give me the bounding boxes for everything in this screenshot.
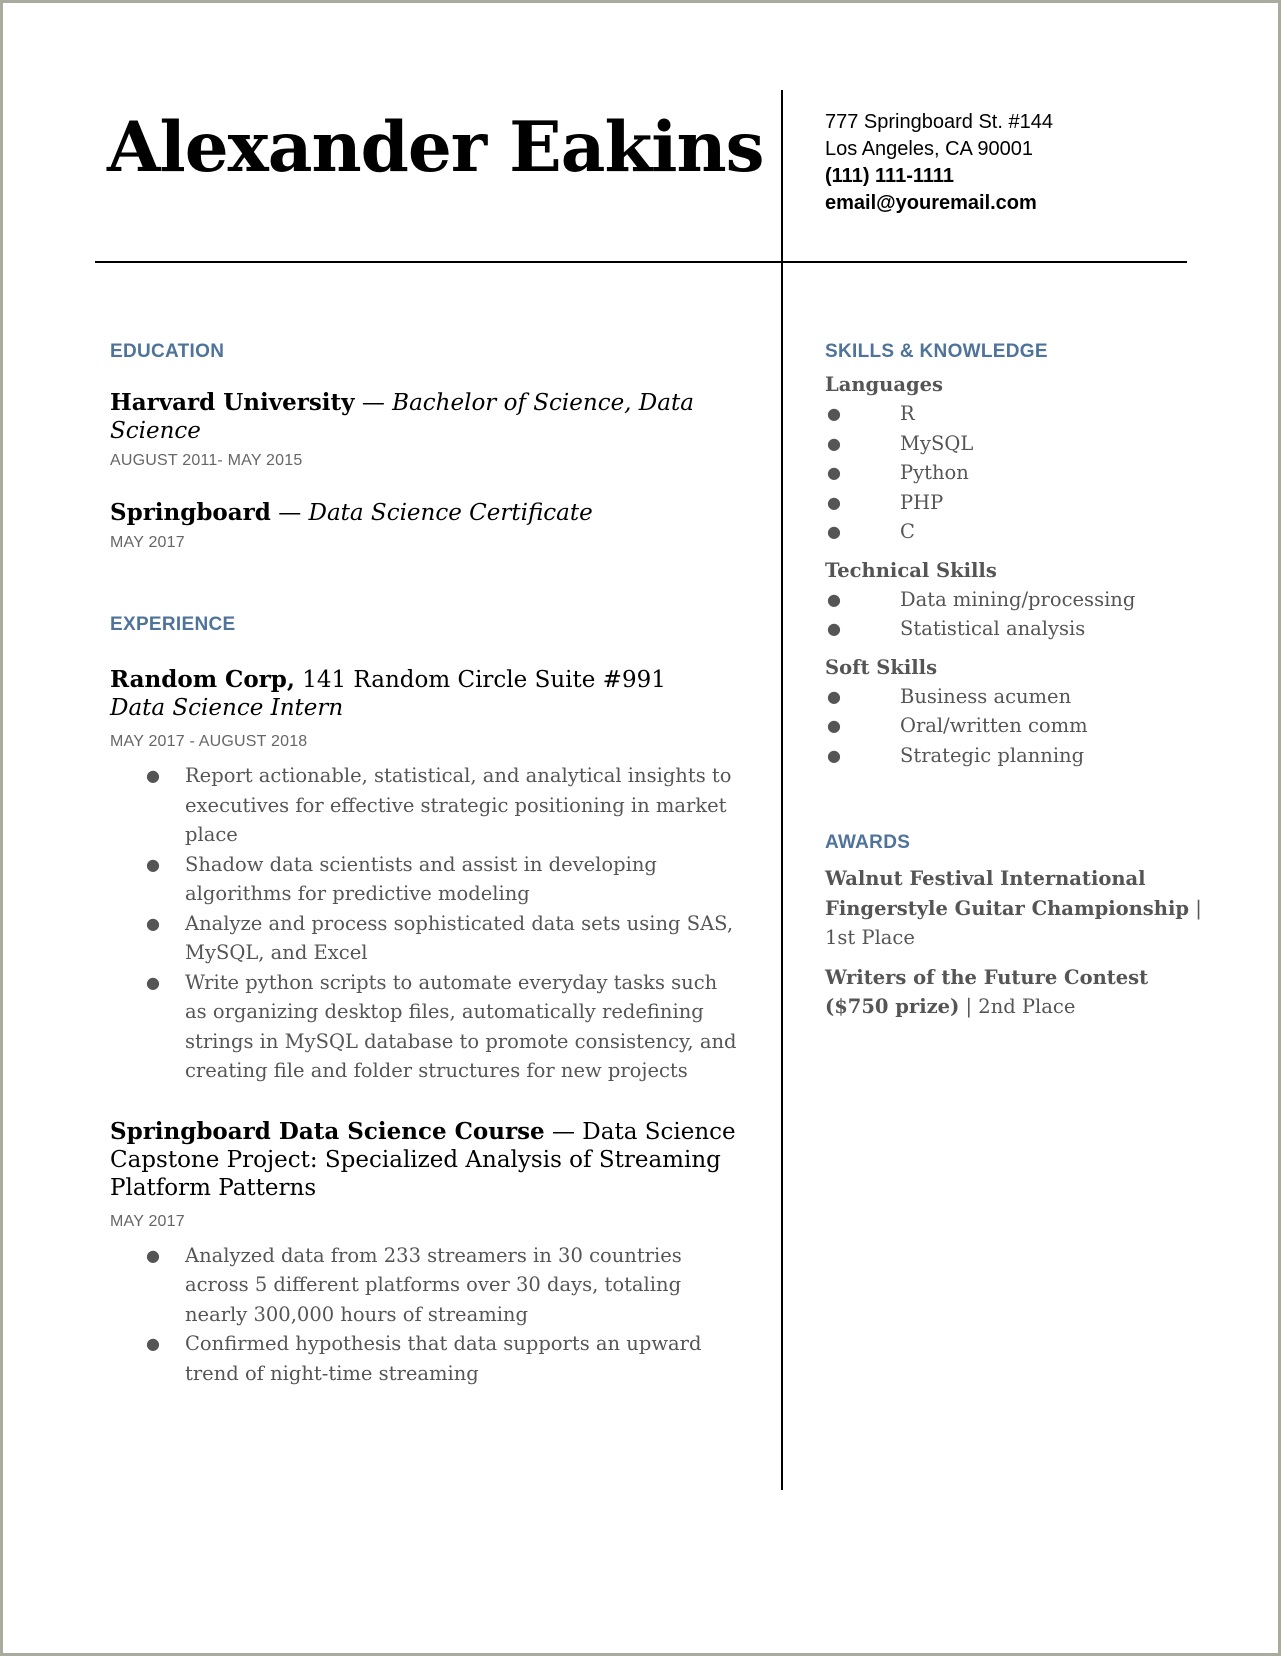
bullet-icon: ●: [827, 619, 841, 638]
list-item: ● Report actionable, statistical, and analytical insights to executives for effective strategic positioning in market place: [110, 761, 740, 850]
degree: Bachelor of Science, Data Science: [110, 390, 694, 444]
bullet-icon: ●: [827, 745, 841, 765]
separator: |: [1189, 896, 1202, 920]
experience-dates: MAY 2017: [110, 1212, 185, 1230]
bullet-icon: ●: [146, 913, 160, 933]
address-line-1: 777 Springboard St. #144: [825, 111, 1053, 133]
skills-group-title: Languages: [825, 373, 943, 396]
school-name: Harvard University: [110, 389, 355, 416]
award-item: [825, 864, 1205, 953]
experience-heading: EXPERIENCE: [110, 614, 236, 635]
list-item: ● Data mining/processing: [825, 585, 1205, 615]
list-item: ● Confirmed hypothesis that data supports an upward trend of night-time streaming: [110, 1329, 740, 1388]
list-item: ● Analyze and process sophisticated data sets using SAS, MySQL, and Excel: [110, 909, 740, 968]
award-title: Writers of the Future Contest ($750 prize): [825, 965, 1149, 1018]
experience-entry: [110, 666, 740, 1086]
education-entry: [110, 389, 740, 470]
email-address: email@youremail.com: [825, 192, 1037, 214]
experience-bullets: [110, 761, 740, 1086]
bullet-icon: ●: [827, 433, 841, 453]
list-item: ● Statistical analysis: [825, 614, 1205, 644]
skills-list: [825, 585, 1205, 644]
skills-list: [825, 399, 1205, 547]
phone-number: (111) 111-1111: [825, 165, 955, 187]
bullet-icon: ●: [827, 589, 841, 609]
awards-heading: AWARDS: [825, 832, 911, 853]
separator: |: [959, 995, 979, 1018]
experience-bullets: [110, 1241, 740, 1389]
left-column: [110, 341, 740, 1388]
list-item: ● Oral/written comm: [825, 711, 1205, 741]
education-heading: EDUCATION: [110, 341, 225, 362]
bullet-icon: ●: [827, 522, 841, 541]
horizontal-divider: [95, 261, 1187, 263]
list-item: ● MySQL: [825, 429, 1205, 459]
list-item: ● Shadow data scientists and assist in developing algorithms for predictive modeling: [110, 850, 740, 909]
company-name: Springboard Data Science Course: [110, 1117, 545, 1145]
company-location: — Data Science Capstone Project: Specialized Analysis of Streaming Platform Patterns: [110, 1118, 736, 1201]
bullet-icon: ●: [146, 1334, 160, 1353]
vertical-divider: [781, 90, 783, 1490]
bullet-icon: ●: [827, 716, 841, 735]
experience-entry: [110, 1118, 740, 1389]
contact-block: [825, 109, 1053, 217]
award-place: 1st Place: [825, 926, 915, 949]
award-place: 2nd Place: [978, 995, 1076, 1018]
bullet-icon: ●: [827, 404, 841, 423]
award-item: [825, 963, 1205, 1022]
bullet-icon: ●: [827, 463, 841, 482]
skills-list: [825, 682, 1205, 771]
education-dates: MAY 2017: [110, 534, 185, 551]
list-item: ● Business acumen: [825, 682, 1205, 712]
list-item: ● Write python scripts to automate everyday tasks such as organizing desktop files, automatically redefining strings in MySQL database to promote consistency, and creating file and folder structures for new projects: [110, 968, 740, 1086]
list-item: ● Strategic planning: [825, 741, 1205, 771]
award-title: Walnut Festival International Fingerstyle Guitar Championship: [825, 867, 1189, 920]
address-line-2: Los Angeles, CA 90001: [825, 138, 1033, 160]
school-name: Springboard: [110, 499, 271, 526]
job-role: Data Science Intern: [110, 695, 344, 721]
list-item: ● R: [825, 399, 1205, 429]
right-column: [825, 341, 1205, 1022]
bullet-icon: ●: [146, 1245, 160, 1265]
list-item: ● PHP: [825, 488, 1205, 518]
skills-group-title: Soft Skills: [825, 655, 938, 679]
company-location: 141 Random Circle Suite #991: [294, 667, 666, 693]
experience-dates: MAY 2017 - AUGUST 2018: [110, 733, 308, 750]
company-name: Random Corp,: [110, 666, 295, 693]
bullet-icon: ●: [146, 766, 160, 785]
skills-group-title: Technical Skills: [825, 558, 997, 582]
candidate-name: Alexander Eakins: [107, 107, 764, 188]
bullet-icon: ●: [146, 854, 160, 874]
list-item: ● Python: [825, 458, 1205, 488]
separator: —: [270, 500, 309, 526]
skills-heading: SKILLS & KNOWLEDGE: [825, 341, 1048, 362]
separator: —: [354, 390, 393, 416]
degree: Data Science Certificate: [308, 500, 593, 526]
list-item: ● C: [825, 517, 1205, 547]
list-item: ● Analyzed data from 233 streamers in 30 countries across 5 different platforms over 30 days, totaling nearly 300,000 hours of streaming: [110, 1241, 740, 1330]
bullet-icon: ●: [827, 492, 841, 512]
education-entry: [110, 499, 740, 552]
bullet-icon: ●: [827, 686, 841, 706]
bullet-icon: ●: [146, 972, 160, 992]
education-dates: AUGUST 2011- MAY 2015: [110, 452, 303, 469]
